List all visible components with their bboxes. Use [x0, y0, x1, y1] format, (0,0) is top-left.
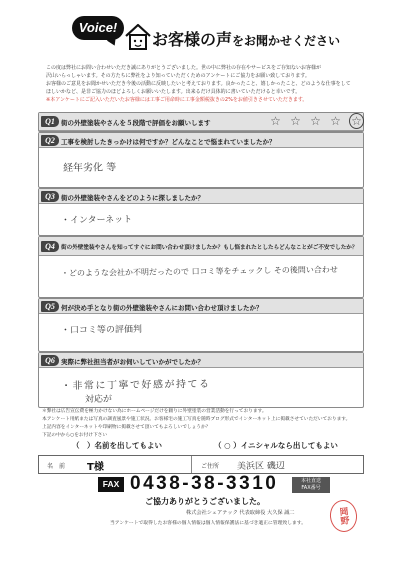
customer-name: T様	[87, 462, 104, 473]
question-tag: Q3	[41, 191, 59, 202]
rating-star: ☆	[290, 114, 301, 128]
fax-note-line: 本社直送	[300, 477, 321, 484]
question-tag: Q6	[41, 355, 59, 366]
company-signature: 株式会社シェアテック 代表取締役 大久保 誠二	[186, 510, 295, 516]
intro-line: ほしいかなど、是非ご協力のほどよろしくお願いいたします。出来るだけ具体的に書いていただけると幸いです。	[46, 89, 301, 95]
handwritten-answer: 対応が	[84, 394, 113, 405]
consent-line: ＊弊社は広告宣伝費を極力かけない為にホームページだけを頼りに外壁塗装の営業活動を行っております。	[42, 409, 267, 414]
question-text: 工事を検討したきっかけは何ですか？どんなことで悩まれていましたか？	[61, 137, 276, 146]
question-tag: Q2	[41, 135, 59, 146]
handwritten-answer: ・口コミ等の評価判	[60, 324, 143, 336]
question-text: 街の外壁塗装やさんをどのように探しましたか？	[61, 193, 204, 202]
privacy-note: 当アンケートで取得したお客様の個人情報は個人情報保護法に基づき適正に管理致します。	[110, 521, 307, 526]
address-label: ご住所	[201, 463, 220, 470]
handwritten-answer: ・インターネット	[60, 215, 133, 226]
consent-line: 本アンケート用紙または写真の調査風景や施工状況、お客様宅の施工写真を随時ブログ形式でインターネット上に掲載させていただいております。	[42, 417, 351, 422]
question-text: 街の外壁塗装やさんを５段階で評価をお願いします	[61, 119, 211, 127]
question-2	[38, 132, 364, 188]
rating-star-selected: ☆	[349, 113, 364, 129]
question-tag: Q1	[41, 116, 59, 127]
question-3	[38, 188, 364, 236]
fax-number: 0438-38-3310	[130, 473, 279, 494]
page-title	[152, 27, 340, 50]
option-mark: （ ○ ）	[214, 441, 241, 450]
handwritten-answer: 経年劣化 等	[62, 162, 117, 174]
consent-line: 上記内容をインターネットや印刷物に掲載させて頂いてもよろしいでしょうか？	[42, 425, 211, 430]
handwritten-answer: ・どのような会社か不明だったので 口コミ等をチェックし その後問い合わせ	[60, 265, 338, 278]
fax-note	[292, 477, 330, 493]
rating-star: ☆	[330, 114, 341, 128]
customer-address: 美浜区 磯辺	[236, 461, 285, 472]
house-icon	[124, 22, 152, 52]
fax-note-line: FAX番号	[301, 484, 321, 491]
rating-star: ☆	[310, 114, 321, 128]
question-text: 街の外壁塗装やさんを知ってすぐにお問い合わせ頂けましたか？もし悩まれたとしたらどんなことがご不安でしたか？	[61, 245, 358, 251]
question-text: 何が決め手となり街の外壁塗装やさんにお問い合わせ頂けましたか？	[61, 303, 263, 312]
question-text: 実際に弊社担当者がお伺いしていかがでしたか？	[61, 357, 204, 366]
question-tag: Q4	[41, 241, 59, 252]
voice-badge: Voice!	[72, 16, 124, 40]
option-mark: （ ）	[72, 441, 95, 450]
consent-text	[42, 408, 350, 440]
fax-label: FAX	[98, 477, 124, 492]
customer-row	[38, 455, 364, 474]
option-name	[72, 440, 162, 451]
row-divider	[191, 456, 192, 473]
question-5	[38, 298, 364, 352]
intro-line: この度は弊社にお問い合わせいただき誠にありがとうございました。世の中に弊社の存在やサービスをご存知ないお客様が	[46, 65, 322, 71]
seal-stamp: 岡野	[328, 499, 358, 534]
title-main: お客様の声	[152, 30, 233, 49]
thanks-message: ご協力ありがとうございました。	[145, 497, 265, 506]
option-label: 名前を出してもよい	[94, 441, 162, 450]
intro-line: お客様のご意見をお聞かせいただき今後の活動に反映したいと考えております。良かったこと、嬉しかったこと、どのような仕事をして	[46, 81, 351, 87]
name-label: 名 前	[47, 463, 66, 470]
discount-note: ※本アンケートにご記入いただいたお客様には工事ご用命時に工事金額税抜きの2%をお値引きさせていただきます。	[46, 97, 308, 103]
intro-text	[46, 64, 351, 104]
question-1	[38, 112, 364, 132]
option-initial	[214, 440, 338, 451]
option-label: イニシャルなら出してもよい	[240, 441, 338, 450]
question-4	[38, 236, 364, 298]
question-6	[38, 352, 364, 408]
rating-stars	[269, 114, 364, 129]
intro-line: 沢山いらっしゃいます。その方たちに弊社をより知っていただくためのアンケートにご協力をお願い致しております。	[46, 73, 310, 79]
rating-star: ☆	[270, 114, 281, 128]
consent-line: 下記の中から○をお付け下さい	[42, 433, 108, 438]
question-tag: Q5	[41, 301, 59, 312]
handwritten-answer: ・非常に丁寧で好感が持てる	[60, 378, 211, 392]
title-sub: をお聞かせください	[232, 34, 341, 48]
